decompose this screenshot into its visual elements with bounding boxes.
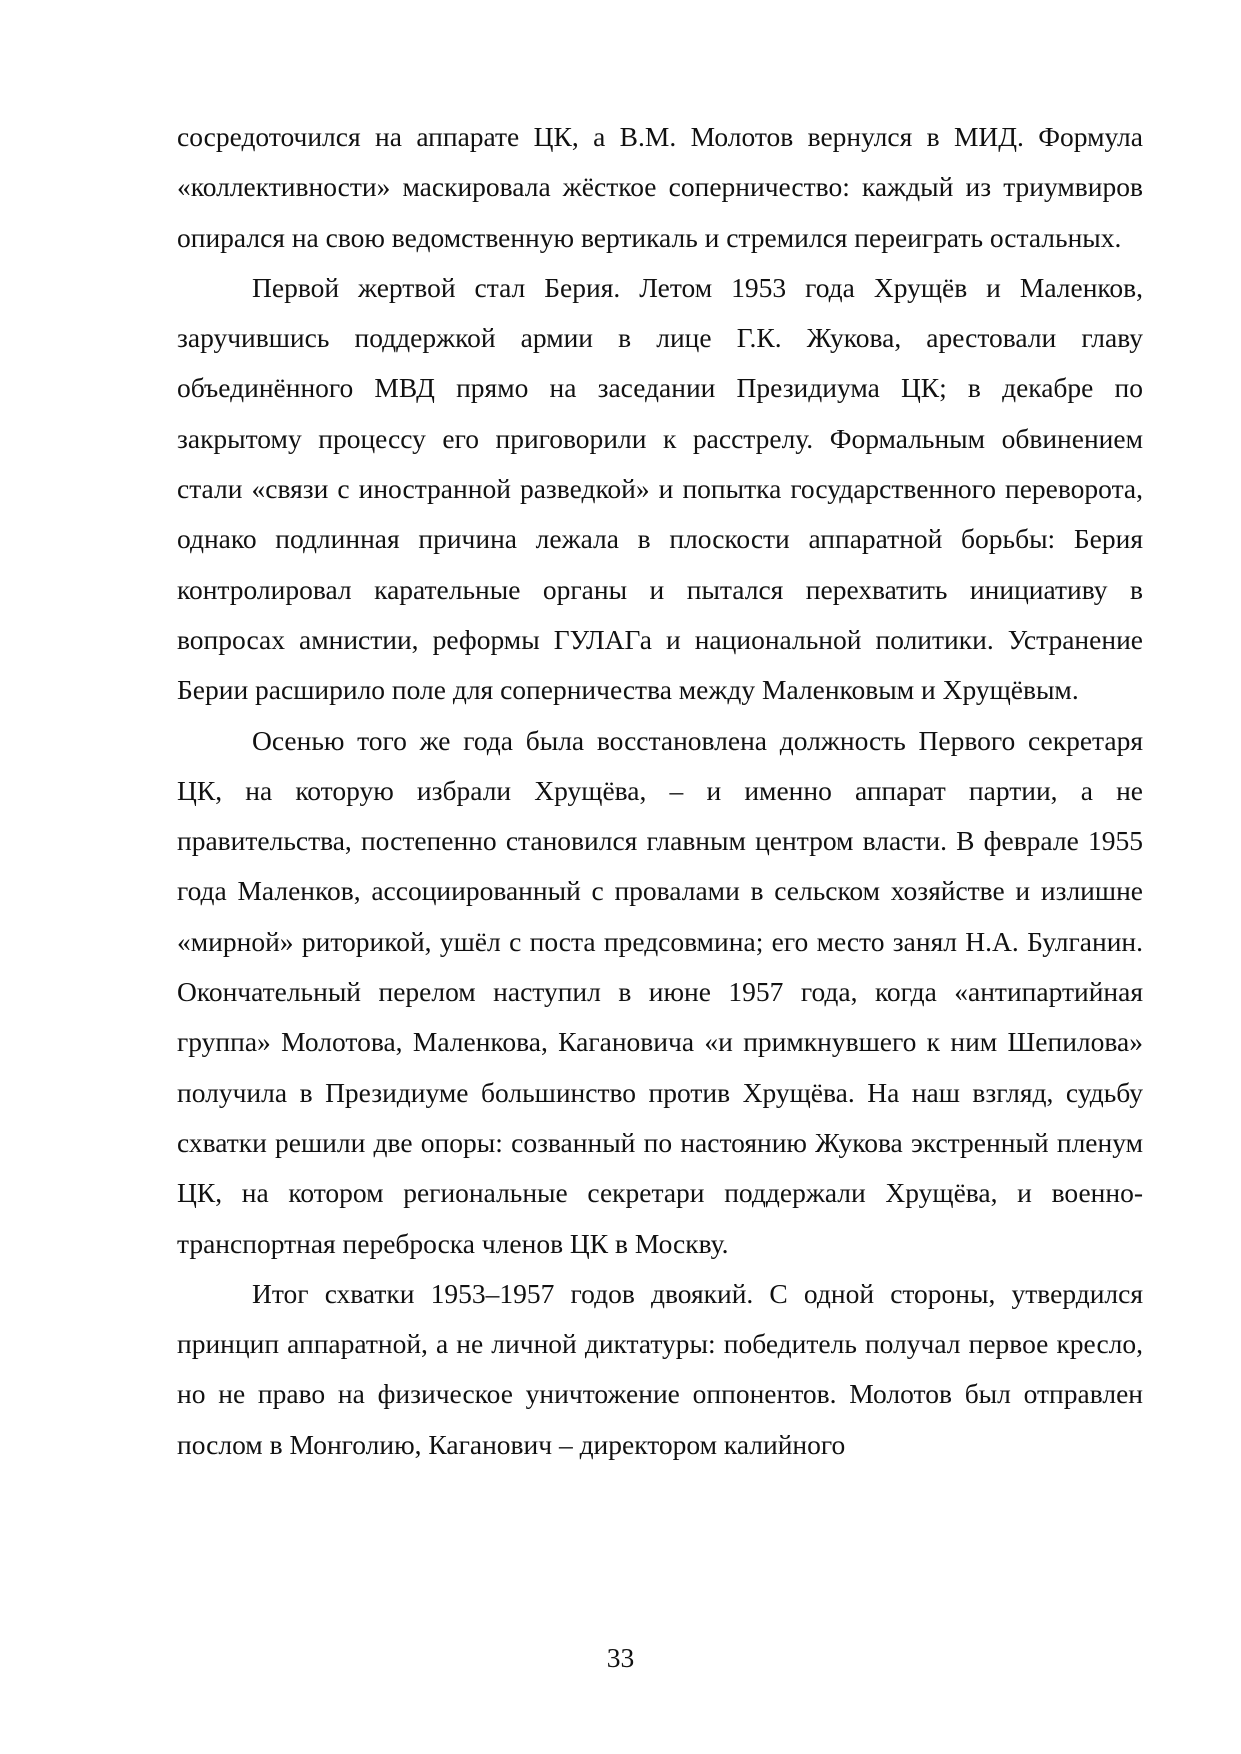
page-body — [177, 112, 1143, 1470]
paragraph-outcome: Итог схватки 1953–1957 годов двоякий. С одной стороны, утвердился принцип аппаратной, а не личной диктатуры: победитель получал первое кресло, но не право на физическое уничтожение оппонентов. Молотов был отправлен послом в Монголию, Каганович – директором калийного — [177, 1277, 1143, 1460]
page-number: 33 — [606, 1642, 635, 1673]
paragraph-continuation: сосредоточился на аппарате ЦК, а В.М. Молотов вернулся в МИД. Формула «коллективности» маскировала жёсткое соперничество: каждый из триумвиров опирался на свою ведомственную вертикаль и стремился переиграть остальных. — [177, 121, 1143, 253]
paragraph-beria: Первой жертвой стал Берия. Летом 1953 года Хрущёв и Маленков, заручившись поддержкой армии в лице Г.К. Жукова, арестовали главу объединённого МВД прямо на заседании Президиума ЦК; в декабре по закрытому процессу его приговорили к расстрелу. Формальным обвинением стали «связи с иностранной разведкой» и попытка государственного переворота, однако подлинная причина лежала в плоскости аппаратной борьбы: Берия контролировал карательные органы и пытался перехватить инициативу в вопросах амнистии, реформы ГУЛАГа и национальной политики. Устранение Берии расширило поле для соперничества между Маленковым и Хрущёвым. — [177, 271, 1143, 706]
paragraph-first-secretary: Осенью того же года была восстановлена должность Первого секретаря ЦК, на которую избрали Хрущёва, – и именно аппарат партии, а не правительства, постепенно становился главным центром власти. В феврале 1955 года Маленков, ассоциированный с провалами в сельском хозяйстве и излишне «мирной» риторикой, ушёл с поста предсовмина; его место занял Н.А. Булганин. Окончательный перелом наступил в июне 1957 года, когда «антипартийная группа» Молотова, Маленкова, Кагановича «и примкнувшего к ним Шепилова» получила в Президиуме большинство против Хрущёва. На наш взгляд, судьбу схватки решили две опоры: созванный по настоянию Жукова экстренный пленум ЦК, на котором региональные секретари поддержали Хрущёва, и военно-транспортная переброска членов ЦК в Москву. — [177, 724, 1143, 1259]
